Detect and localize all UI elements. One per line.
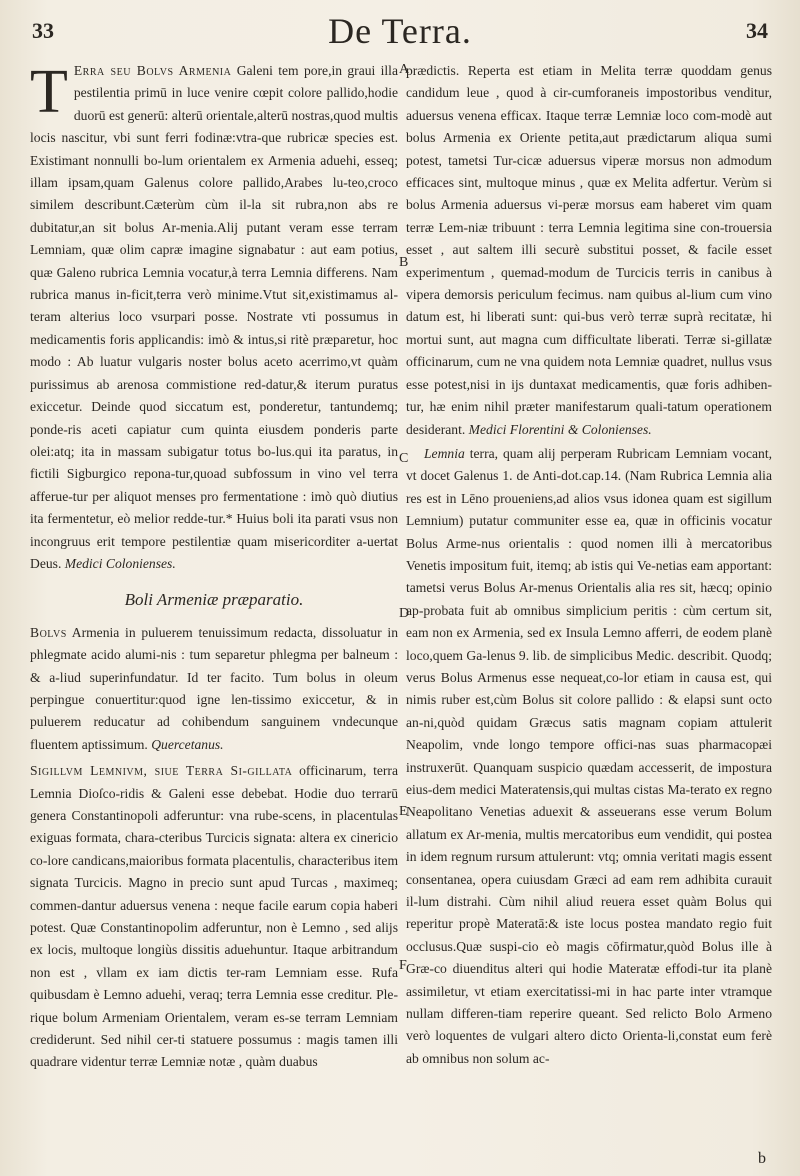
paragraph-sigillum-lemnium xyxy=(30,760,398,1074)
attribution: Medici Colonienses. xyxy=(64,555,176,571)
margin-letter-f: F xyxy=(399,958,407,973)
margin-letter-e: E xyxy=(399,804,408,819)
margin-letter-d: D xyxy=(399,606,410,621)
page-header xyxy=(30,6,770,56)
right-column xyxy=(406,60,772,1070)
drop-cap: T xyxy=(30,58,68,126)
signature-mark: b xyxy=(758,1150,766,1167)
paragraph-text: prædictis. Reperta est etiam in Melita terræ quoddam genus candidum leue , quod à cir-cumforaneis impostoribus venditur, aduersus venena efficax. Itaque terræ Lemniæ loco com-modè aut bolus Armenia ex Oriente petita,aut prædictarum aliqua sumi potest, tametsi Tur-cicæ aduersus viperæ morsus non admodum efficaces sint, multoque minus , quæ ex Melita adfertur. Verùm si bolus Armenia aduersus vi-peræ morsus eam haberet vim quam terræ Lem-niæ tribuunt : terra Lemnia legitima sine con-trouersia esset , aut saltem illi securè substitui posset, & facile esset experimentum , quemad-modum de Turcicis terris in canibus à vipera demorsis periculum fecimus. nam quibus al-lium cum vino datum est, hi liberati sunt: qui-bus verò terræ suprà recitatæ, hi mortui sunt, aut magna cum difficultate liberati. Terræ si-gillatæ officinarum, cum ne vna quidem nota Lemniæ quadret, nullus vsus esse potest,nisi in ijs duntaxat medicamentis, quæ foris adhiben-tur, hæ enim nihil præter manifestarum quali-tatum operationem desiderant. xyxy=(406,63,772,437)
margin-letter-c: C xyxy=(399,451,409,466)
attribution: Medici Florentini & Colonienses. xyxy=(468,421,652,437)
paragraph-text: Armenia in puluerem tenuissimum redacta, dissoluatur in phlegmate acido alumi-nis : tum separetur phlegma per balneum : & a-liud superinfundatur. Id ter facito. Tum bolus in oleum perpingue conuertitur:quod igne len-tissimo exiccetur, & in puluerem reducatur ad cohibendum sanguinem vndecunque fluentem aptissimum. xyxy=(30,624,398,752)
page-number-left: 33 xyxy=(32,18,54,43)
lead-in-italic: Lemnia xyxy=(424,445,465,461)
section-heading: Boli Armeniæ præparatio. xyxy=(124,590,304,610)
lead-in-smallcaps: Sigillvm Lemnivm, siue Terra Si-gillata xyxy=(30,763,293,779)
page-number-right: 34 xyxy=(746,18,768,43)
paragraph-bolus-armenia xyxy=(30,622,398,756)
paragraph-text: officinarum, terra Lemnia Dioſco-ridis & Galeni esse debebat. Hodie duo terrarū genera Constantinopoli adferuntur: vna rube-scens, in placentulas exiguas formata, chara-cteribus Turcicis signata: altera ex cinericio co-lore candicans,maioribus formata placentulis, characteribus item signata Turcicis. Magno in precio sunt apud Turcas , maximeq; commen-dantur aduersus venena : neque facile earum copia haberi potest. Quæ Constantinopolim adferuntur, non è Lemno , sed alijs ex locis, multoque longiùs dissitis aduehuntur. Itaque arbitrandum non est , vllam ex iam dictis ter-ram Lemniam esse. Rufa quibusdam è Lemno aduehi, veraq; terra Lemnia esse creditur. Ple-rique bolum Armeniam Orientalem, veram es-se terram Lemniam crediderunt. Sed nihil cer-ti statuere possumus : magis tamen illi quadrare videntur terræ Lemniæ notæ , quàm duabus xyxy=(30,763,399,1070)
left-column xyxy=(30,60,398,1074)
running-title: De Terra. xyxy=(328,11,472,51)
margin-letter-a: A xyxy=(399,62,410,77)
lead-in-smallcaps: Erra seu Bolvs Armenia xyxy=(73,63,232,78)
attribution: Quercetanus. xyxy=(151,736,224,752)
paragraph-text: terra, quam alij perperam Rubricam Lemniam vocant, vt docet Galenus 1. de Anti-dot.cap.14. (Nam Rubrica Lemnia alia res est in Lēno proueniens,ad alios vsus idonea quam est sigillum Lemnium) putatur communiter esse ea, quæ in officinis vocatur Bolus Arme-nus orientalis : quod nomen illi à mercatoribus Venetis impositum fuit, itemq; ab istis qui Ve-netias eam apportant: tametsi verus Bolus Ar-menus Orientalis alia res sit, hæcq; opinio ap-probata fuit ab omnibus simplicium peritis : cùm certum sit, eam non ex Armenia, sed ex Insula Lemno afferri, de eodem planè loco,quem Ga-lenus 9. lib. de simplicibus Medic. describit. Quodq; verus Bolus Armenus esse nequeat,co-lor etiam in causa est, qui nimis ruber est,cùm Bolus sit colore pallido : & elapsi sunt octo an-ni,quòd quidam Græcus satis magnam copiam attulerit Neapolim, vnde longo tempore offici-nas suas pharmacopæi instruxerūt. Quanquam suspicio quædam accesserit, de impostura eius-dem medici Materatensis,qui multas cistas Ma-terato ex regno Neapolitano Venetias aduexit & asseuerans esse verum Bolum allatum ex Ar-menia, multis mercatoribus eum vendidit, qui postea in idem regnum rursum attulerunt: vtq; omnia veritati magis essent consentanea, opera cuiusdam Græci ad eam rem adhibita curauit il-lum distrahi. Cùm nihil aliud reuera esset quàm Bolus qui reperitur propè Materatā:& iste locus postea mandato regio fuit occlusus.Quæ suspi-cio eò magis cōfirmatur,quòd Bolus ille à Græ-co diuenditus alteri qui hodie Materatæ effodi-tur ita planè assimiletur, vt etiam exercitatissi-mi in hac parte inter vtramque nullam differen-tiam reperire queant. Sed relicto Bolo Armeno verò loquentes de vulgari altero dicto Orienta-li,constat eum ferè ab omnibus non solum ac- xyxy=(406,445,773,1066)
margin-letter-b: B xyxy=(399,255,409,270)
lead-in-smallcaps: Bolvs xyxy=(30,624,67,640)
paragraph-terra-bolus xyxy=(30,60,398,575)
paragraph-praedictis xyxy=(406,60,772,441)
paragraph-lemnia-terra xyxy=(406,443,772,1070)
paragraph-text: Galeni tem pore,in graui illa pestilentia primū in luce venire cœpit colore pallido,hodie duorū est generū: alterū orientale,alterū nostras,quod multis locis nascitur, vbi sunt ferri fodinæ:vtra-que rubricæ species est. Existimant nonnulli bo-lum orientalem ex Armenia aduehi, esseq; illam ipsam,quam Galenus colore pallido,Arabes lu-teo,croco similem describunt.Cæterùm cùm il-la sit rubra,non abs re dubitatur,an sit bolus Ar-menia.Alij putant veram esse terram Lemniam, quæ olim capræ imagine signabatur : aut eam potius, quæ Galeno rubrica Lemnia vocatur,à terra Lemnia differens. Nam rubrica manus in-ficit,terra verò minime.Vtut sit,existimamus al-teram alterius loco vsurpari posse. Nostrate vti possumus in medicamentis foris applicandis: imò & intus,si ritè præparetur, hoc modo : Ab luatur vulgaris noster bolus aceto acerrimo,vt quàm purissimus ab arenosa commistione red-datur,& iterum puratus exiccetur. Deinde quod siccatum est, ponderetur, tantundemq; ponde-ris aceti capiatur cum quinta eiusdem ponderis parte olei:atq; ita in massam subigatur totus bo-lus.qui ita paratus, in fictili Sigburgico repona-tur,quoad subfossum in vino vel terra afferue-tur per aliquot menses pro fermentatione : imò quò diutius ita fermentetur, eò melior redde-tur.* Huius boli ita parati vsus non incongruus erit tempore pestilentiæ quam misericorditer a-uertat Deus. xyxy=(30,63,398,571)
